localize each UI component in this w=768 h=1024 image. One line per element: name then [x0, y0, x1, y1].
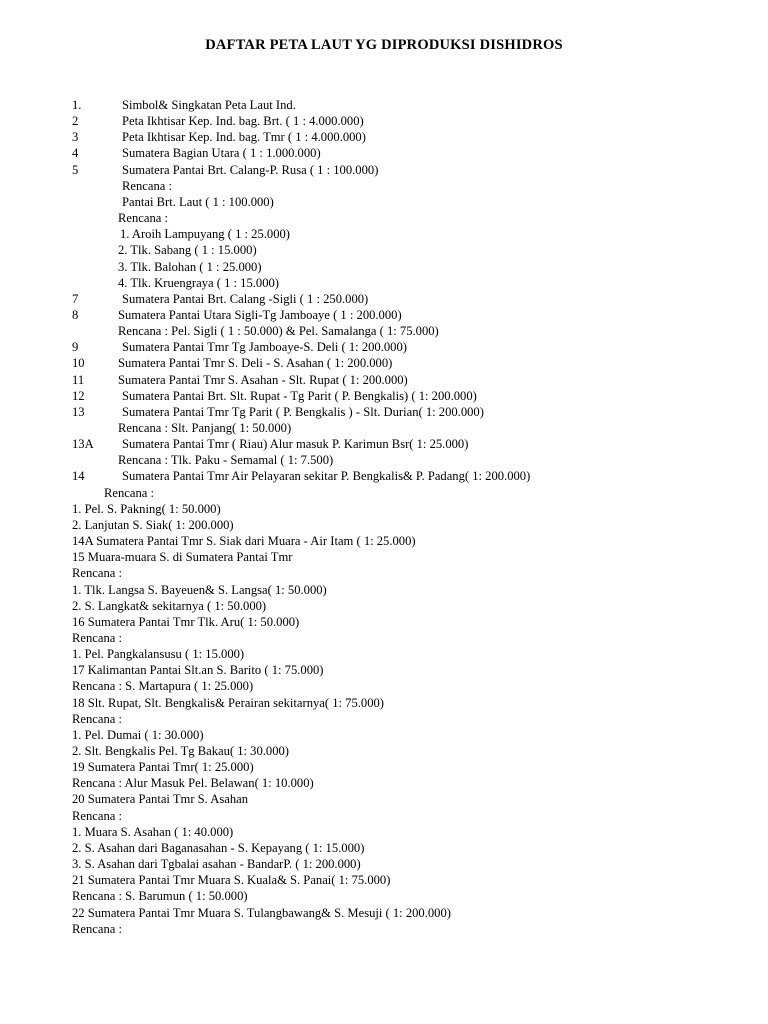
list-item-text: Sumatera Pantai Tmr S. Deli - S. Asahan ( 1: 200.000) [118, 356, 393, 371]
list-item-number: 8 [72, 307, 79, 322]
list-item [0, 791, 768, 807]
list-item [0, 307, 768, 323]
list-item-text: Rencana : S. Martapura ( 1: 25.000) [72, 679, 254, 694]
list-item-text: 17 Kalimantan Pantai Slt.an S. Barito ( 1: 75.000) [72, 663, 324, 678]
list-item [0, 178, 768, 194]
list-item-text: 1. Aroih Lampuyang ( 1 : 25.000) [120, 227, 290, 242]
list-item [0, 404, 768, 420]
list-item [0, 129, 768, 145]
list-item [0, 808, 768, 824]
list-item-number: 12 [72, 388, 85, 403]
list-item-text: 14A Sumatera Pantai Tmr S. Siak dari Muara - Air Itam ( 1: 25.000) [72, 534, 416, 549]
list-item [0, 485, 768, 501]
list-item [0, 549, 768, 565]
list-item [0, 162, 768, 178]
list-item [0, 533, 768, 549]
list-item-text: 19 Sumatera Pantai Tmr( 1: 25.000) [72, 760, 254, 775]
list-item-text: Sumatera Pantai Tmr S. Asahan - Slt. Rupat ( 1: 200.000) [118, 372, 408, 387]
list-item-text: Sumatera Pantai Tmr Tg Parit ( P. Bengkalis ) - Slt. Durian( 1: 200.000) [122, 404, 484, 419]
list-item-text: Sumatera Pantai Tmr Tg Jamboaye-S. Deli ( 1: 200.000) [122, 340, 407, 355]
list-item-number: 13 [72, 404, 85, 419]
list-item [0, 210, 768, 226]
list-item [0, 388, 768, 404]
list-item-text: 18 Slt. Rupat, Slt. Bengkalis& Perairan sekitarnya( 1: 75.000) [72, 695, 385, 710]
list-item-text: Sumatera Pantai Brt. Slt. Rupat - Tg Parit ( P. Bengkalis) ( 1: 200.000) [122, 388, 477, 403]
list-item [0, 598, 768, 614]
list-item [0, 921, 768, 937]
list-item-number: 10 [72, 356, 85, 371]
list-item-text: 2. Slt. Bengkalis Pel. Tg Bakau( 1: 30.000) [72, 744, 289, 758]
list-item-text: Rencana : [72, 921, 122, 936]
list-item-text: Rencana : [118, 211, 168, 226]
list-item-text: Simbol& Singkatan Peta Laut Ind. [122, 98, 296, 112]
list-item [0, 759, 768, 775]
list-item [0, 291, 768, 307]
list-item-text: Rencana : Slt. Panjang( 1: 50.000) [118, 421, 292, 435]
list-item-number: 7 [72, 291, 79, 306]
list-item [0, 145, 768, 161]
list-item-text: 3. Tlk. Balohan ( 1 : 25.000) [118, 259, 262, 274]
list-item-text: Sumatera Pantai Brt. Calang -Sigli ( 1 : 250.000) [122, 291, 369, 306]
list-item [0, 695, 768, 711]
list-item [0, 646, 768, 662]
list-item-text: 1. Tlk. Langsa S. Bayeuen& S. Langsa( 1: 50.000) [72, 582, 327, 597]
document-title: DAFTAR PETA LAUT YG DIPRODUKSI DISHIDROS [205, 37, 563, 53]
list-item [0, 501, 768, 517]
list-item [0, 194, 768, 210]
list-item [0, 582, 768, 598]
list-item-text: Peta Ikhtisar Kep. Ind. bag. Tmr ( 1 : 4.000.000) [122, 130, 366, 145]
list-item [0, 824, 768, 840]
list-item [0, 355, 768, 371]
list-item [0, 275, 768, 291]
list-item-text: Pantai Brt. Laut ( 1 : 100.000) [122, 194, 274, 209]
list-item-number: 9 [72, 340, 79, 355]
list-item-text: 3. S. Asahan dari Tgbalai asahan - BandarP. ( 1: 200.000) [72, 857, 361, 872]
list-item-number: 11 [72, 372, 85, 387]
list-item-text: Sumatera Pantai Tmr Air Pelayaran sekitar P. Bengkalis& P. Padang( 1: 200.000) [122, 469, 531, 484]
list-item [0, 614, 768, 630]
list-item [0, 840, 768, 856]
list-item [0, 436, 768, 452]
list-item-text: 22 Sumatera Pantai Tmr Muara S. Tulangbawang& S. Mesuji ( 1: 200.000) [72, 905, 451, 920]
list-item-text: Sumatera Pantai Brt. Calang-P. Rusa ( 1 : 100.000) [122, 162, 379, 177]
list-item-text: Rencana : Pel. Sigli ( 1 : 50.000) & Pel. Samalanga ( 1: 75.000) [118, 324, 439, 339]
list-item [0, 242, 768, 258]
list-item-text: 21 Sumatera Pantai Tmr Muara S. Kuala& S. Panai( 1: 75.000) [72, 873, 391, 888]
list-item-text: 2. Tlk. Sabang ( 1 : 15.000) [118, 243, 257, 258]
list-item-text: Rencana : Tlk. Paku - Semamal ( 1: 7.500) [118, 453, 334, 468]
list-item [0, 856, 768, 872]
list-item [0, 565, 768, 581]
list-item [0, 420, 768, 436]
list-item-text: 2. Lanjutan S. Siak( 1: 200.000) [72, 517, 234, 532]
list-item [0, 775, 768, 791]
list-item [0, 339, 768, 355]
list-item [0, 888, 768, 904]
list-item [0, 711, 768, 727]
list-item-number: 4 [72, 146, 79, 161]
list-item-number: 2 [72, 114, 79, 129]
list-item-text: 1. Pel. Dumai ( 1: 30.000) [72, 727, 204, 742]
list-item-text: 1. Pel. Pangkalansusu ( 1: 15.000) [72, 647, 245, 662]
list-item [0, 97, 768, 113]
list-item [0, 113, 768, 129]
list-item-number: 13A [72, 437, 94, 452]
list-item-text: Rencana : [104, 485, 154, 500]
list-item-text: 15 Muara-muara S. di Sumatera Pantai Tmr [72, 550, 293, 565]
list-item [0, 872, 768, 888]
list-item-text: 4. Tlk. Kruengraya ( 1 : 15.000) [118, 275, 280, 290]
list-item-text: Peta Ikhtisar Kep. Ind. bag. Brt. ( 1 : 4.000.000) [122, 114, 364, 129]
list-item [0, 323, 768, 339]
list-item-text: 1. Pel. S. Pakning( 1: 50.000) [72, 501, 221, 516]
list-item [0, 727, 768, 743]
list-item-text: Sumatera Bagian Utara ( 1 : 1.000.000) [122, 146, 321, 161]
list-item [0, 662, 768, 678]
list-item [0, 372, 768, 388]
list-item-text: 2. S. Asahan dari Baganasahan - S. Kepayang ( 1: 15.000) [72, 840, 365, 855]
list-item [0, 905, 768, 921]
list-item-text: Rencana : [72, 808, 122, 823]
list-item-text: 20 Sumatera Pantai Tmr S. Asahan [72, 792, 249, 807]
list-item-text: 1. Muara S. Asahan ( 1: 40.000) [72, 824, 234, 839]
list-item-number: 3 [72, 130, 79, 145]
list-item [0, 630, 768, 646]
list-item-text: Rencana : [72, 566, 122, 581]
list-item-text: 2. S. Langkat& sekitarnya ( 1: 50.000) [72, 598, 267, 613]
list-item-text: Rencana : [122, 178, 172, 193]
list-item-text: Rencana : [72, 630, 122, 645]
list-item-text: Rencana : [72, 711, 122, 726]
list-item [0, 468, 768, 484]
list-item [0, 517, 768, 533]
list-item-number: 5 [72, 162, 79, 177]
list-item-text: Rencana : S. Barumun ( 1: 50.000) [72, 889, 248, 904]
list-item-text: Sumatera Pantai Utara Sigli-Tg Jamboaye ( 1 : 200.000) [118, 307, 402, 322]
list-item [0, 452, 768, 468]
list-item-text: Rencana : Alur Masuk Pel. Belawan( 1: 10.000) [72, 776, 314, 791]
list-item [0, 226, 768, 242]
list-item [0, 678, 768, 694]
list-item-number: 14 [72, 469, 85, 484]
list-item-text: Sumatera Pantai Tmr ( Riau) Alur masuk P. Karimun Bsr( 1: 25.000) [122, 437, 469, 452]
list-item-number: 1. [72, 98, 82, 112]
list-item [0, 259, 768, 275]
list-item-text: 16 Sumatera Pantai Tmr Tlk. Aru( 1: 50.000) [72, 614, 300, 629]
list-item [0, 743, 768, 759]
